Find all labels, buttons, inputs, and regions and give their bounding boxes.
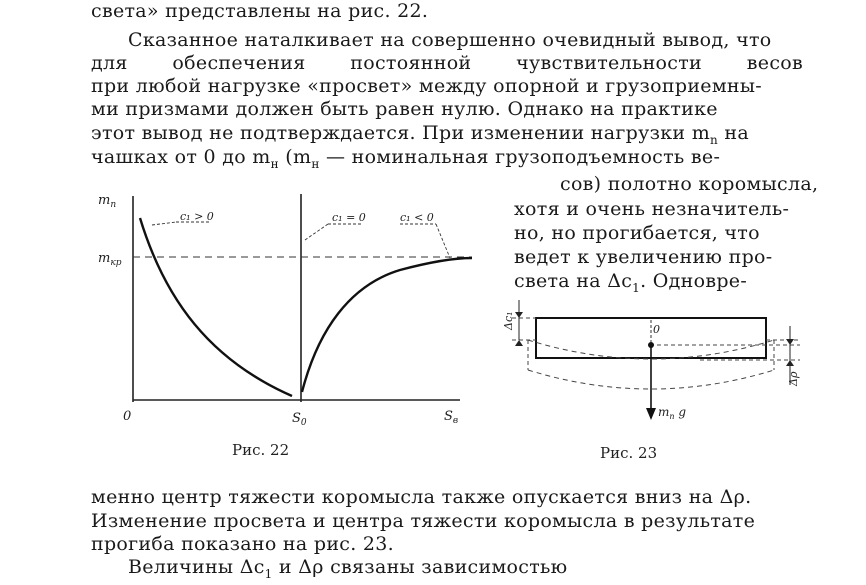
text-span: и Δρ связаны зависимостью (272, 556, 568, 578)
annotation-c1-negative: c₁ < 0 (400, 211, 434, 224)
label-sub: n (110, 200, 117, 210)
subscript: n (710, 132, 719, 147)
label-sub: кр (110, 258, 122, 268)
label-tail: g (674, 405, 687, 419)
text-line: Сказанное наталкивает на совершенно очевидный вывод, что (128, 29, 772, 51)
word: обеспечения (172, 52, 306, 74)
text-line: Изменение просвета и центра тяжести коромысла в результате (91, 510, 756, 532)
text-span: на (718, 122, 750, 144)
text-span: этот вывод не подтверждается. При изменении нагрузки m (91, 122, 711, 144)
text-span: чашках от 0 до m (91, 146, 271, 168)
word: весов (746, 52, 803, 74)
text-span: света на Δc (514, 270, 633, 292)
wrap-line: ведет к увеличению про- (514, 246, 773, 268)
annotation-c1-positive: c₁ > 0 (180, 210, 214, 223)
text-line: света» представлены на рис. 22. (91, 0, 429, 22)
text-span: . Одновре- (640, 270, 748, 292)
center-label: 0 (653, 323, 660, 336)
word: постоянной (350, 52, 472, 74)
wrap-line: хотя и очень незначитель- (514, 198, 790, 220)
label-main: m (658, 405, 670, 419)
drho-label: Δρ (787, 371, 800, 386)
label-sub: n (669, 412, 675, 421)
label-main: m (98, 251, 111, 266)
wrap-line: но, но прогибается, что (514, 222, 760, 244)
drho-arrow-bottom (786, 360, 794, 366)
text-line: менно центр тяжести коромысла также опускается вниз на Δρ. (91, 486, 752, 508)
force-arrow (646, 408, 656, 420)
text-span: — номинальная грузоподъемность ве- (319, 146, 721, 168)
dc-label: Δc₁ (502, 311, 515, 330)
subscript: н (270, 156, 279, 171)
label-main: m (98, 193, 111, 208)
figure-23-caption: Рис. 23 (600, 444, 658, 462)
text-line: при любой нагрузке «просвет» между опорной и грузоприемны- (91, 75, 763, 97)
word: чувствительности (516, 52, 703, 74)
subscript: 1 (632, 280, 641, 295)
origin-label: 0 (123, 409, 132, 424)
text-span: (m (278, 146, 312, 168)
text-line: ми призмами должен быть равен нулю. Однако на практике (91, 98, 718, 120)
text-line: прогиба показано на рис. 23. (91, 533, 395, 555)
subscript: 1 (264, 566, 273, 581)
label-sub: в (452, 416, 459, 426)
drho-arrow-top (786, 339, 794, 345)
label-main: S (444, 409, 453, 424)
dc-arrow-bottom (515, 340, 523, 346)
annotation-c1-zero: c₁ = 0 (332, 211, 366, 224)
dc-arrow-top (515, 312, 523, 318)
figure-22-caption: Рис. 22 (232, 441, 290, 459)
force-label (658, 405, 686, 421)
label-main: S (292, 411, 301, 426)
word: для (91, 52, 128, 74)
wrap-line: сов) полотно коромысла, (560, 173, 819, 195)
label-sub: 0 (300, 418, 307, 428)
subscript: н (311, 156, 320, 171)
text-span: Величины Δc (128, 556, 265, 578)
